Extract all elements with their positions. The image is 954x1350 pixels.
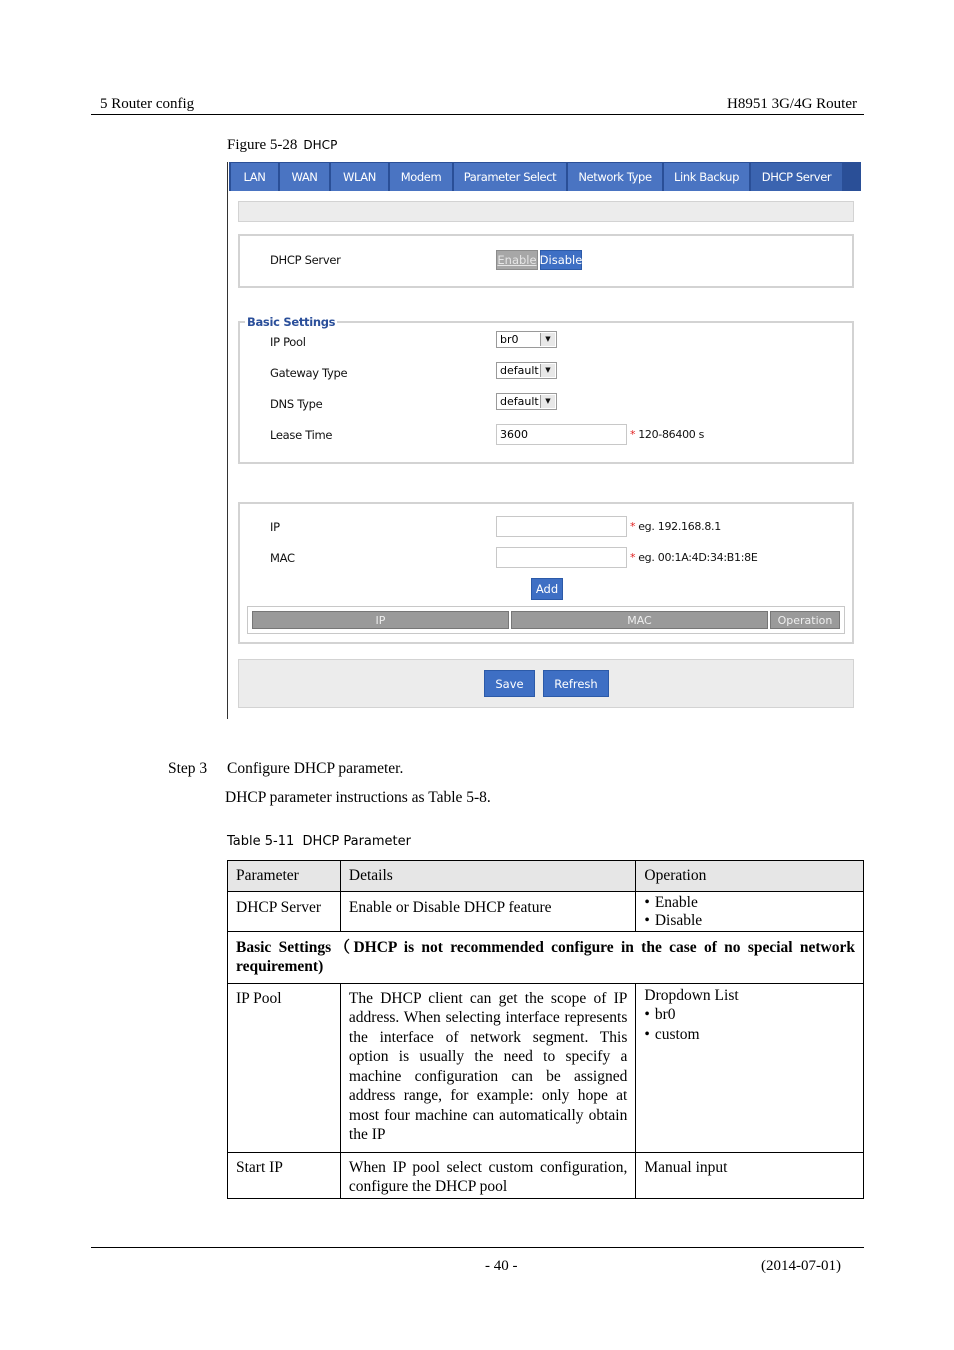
- header-product: H8951 3G/4G Router: [727, 96, 857, 112]
- operation-cell: Manual input: [636, 1152, 864, 1198]
- tab-modem[interactable]: Modem: [390, 163, 453, 191]
- tab-wlan[interactable]: WLAN: [331, 163, 389, 191]
- footer-date: (2014-07-01): [761, 1258, 841, 1274]
- operation-cell: [636, 983, 864, 1152]
- gateway-type-select[interactable]: [496, 362, 557, 379]
- basic-settings-section: Basic Settings（DHCP is not recommended configure in the case of no special network requirement): [228, 931, 864, 983]
- step-text: Configure DHCP parameter.: [227, 760, 404, 777]
- required-mark: *: [630, 428, 636, 441]
- figure-name: DHCP: [303, 138, 338, 152]
- gateway-type-value: default: [500, 364, 539, 377]
- operation-title: Dropdown List: [644, 986, 739, 1004]
- header-parameter: Parameter: [228, 861, 341, 892]
- mac-label: MAC: [270, 551, 295, 565]
- table-number: Table 5-11: [227, 834, 295, 849]
- ip-hint: * eg. 192.168.8.1: [630, 520, 721, 533]
- details-cell: Enable or Disable DHCP feature: [340, 891, 635, 931]
- mac-hint: * eg. 00:1A:4D:34:B1:8E: [630, 551, 758, 564]
- chevron-down-icon: ▼: [540, 364, 555, 377]
- details-cell: The DHCP client can get the scope of IP address. When selecting interface represents the interface of network segment. This option is usually the need to specify a machine configuration can be assigned address range, for example: only hope at most four machine can automatically obtain the IP: [340, 983, 635, 1152]
- mac-input[interactable]: [496, 547, 627, 568]
- param-cell: IP Pool: [228, 983, 341, 1152]
- header-rule: [91, 114, 864, 115]
- tab-dhcp-server[interactable]: DHCP Server: [751, 163, 843, 191]
- table-row: [228, 983, 864, 1152]
- ip-pool-value: br0: [500, 333, 519, 346]
- dhcp-server-label: DHCP Server: [270, 253, 341, 267]
- header-chapter: 5 Router config: [100, 96, 195, 112]
- option-item: • Enable: [644, 894, 855, 912]
- ip-pool-select[interactable]: [496, 331, 557, 348]
- tab-link-backup[interactable]: Link Backup: [664, 163, 750, 191]
- option-item: • br0: [644, 1005, 855, 1025]
- save-button[interactable]: Save: [484, 670, 535, 697]
- param-cell: DHCP Server: [228, 891, 341, 931]
- tab-bar: [229, 162, 861, 191]
- option-item: • custom: [644, 1025, 855, 1045]
- figure-caption: [227, 137, 337, 154]
- column-header-ip: IP: [252, 611, 509, 629]
- screenshot-border: [227, 162, 228, 719]
- footer-rule: [91, 1247, 864, 1248]
- disable-button[interactable]: Disable: [540, 250, 582, 270]
- figure-number: Figure 5-28: [227, 137, 298, 153]
- tab-network-type[interactable]: Network Type: [568, 163, 663, 191]
- table-section-row: [228, 931, 864, 983]
- table-row: [228, 1152, 864, 1198]
- header-operation: Operation: [636, 861, 864, 892]
- lease-time-input[interactable]: 3600: [496, 424, 627, 445]
- table-caption: [227, 834, 411, 849]
- header-details: Details: [340, 861, 635, 892]
- ip-label: IP: [270, 520, 280, 534]
- tab-wan[interactable]: WAN: [280, 163, 330, 191]
- page-number: - 40 -: [485, 1258, 518, 1274]
- chevron-down-icon: ▼: [540, 395, 555, 408]
- parameter-table: [227, 860, 864, 1199]
- details-cell: When IP pool select custom configuration, configure the DHCP pool: [340, 1152, 635, 1198]
- ip-pool-label: IP Pool: [270, 335, 306, 349]
- tab-lan[interactable]: LAN: [231, 163, 279, 191]
- table-header-row: [228, 861, 864, 892]
- dns-type-value: default: [500, 395, 539, 408]
- table-row: [228, 891, 864, 931]
- step-subtext: DHCP parameter instructions as Table 5-8.: [225, 789, 491, 806]
- required-mark: *: [630, 520, 636, 533]
- tab-parameter-select[interactable]: Parameter Select: [454, 163, 567, 191]
- ip-input[interactable]: [496, 516, 627, 537]
- lease-time-label: Lease Time: [270, 428, 333, 442]
- title-bar: [238, 201, 854, 222]
- column-header-mac: MAC: [511, 611, 768, 629]
- table-name: DHCP Parameter: [302, 834, 411, 849]
- option-item: • Disable: [644, 912, 855, 930]
- dns-type-select[interactable]: [496, 393, 557, 410]
- gateway-type-label: Gateway Type: [270, 366, 348, 380]
- refresh-button[interactable]: Refresh: [543, 670, 609, 697]
- param-cell: Start IP: [228, 1152, 341, 1198]
- add-button[interactable]: Add: [531, 578, 563, 600]
- step-label: Step 3: [168, 760, 208, 777]
- column-header-operation: Operation: [770, 611, 840, 629]
- enable-button[interactable]: Enable: [496, 250, 538, 270]
- required-mark: *: [630, 551, 636, 564]
- lease-time-hint: * 120-86400 s: [630, 428, 705, 441]
- dns-type-label: DNS Type: [270, 397, 323, 411]
- basic-settings-legend: Basic Settings: [247, 315, 336, 329]
- chevron-down-icon: ▼: [540, 333, 555, 346]
- operation-cell: [636, 891, 864, 931]
